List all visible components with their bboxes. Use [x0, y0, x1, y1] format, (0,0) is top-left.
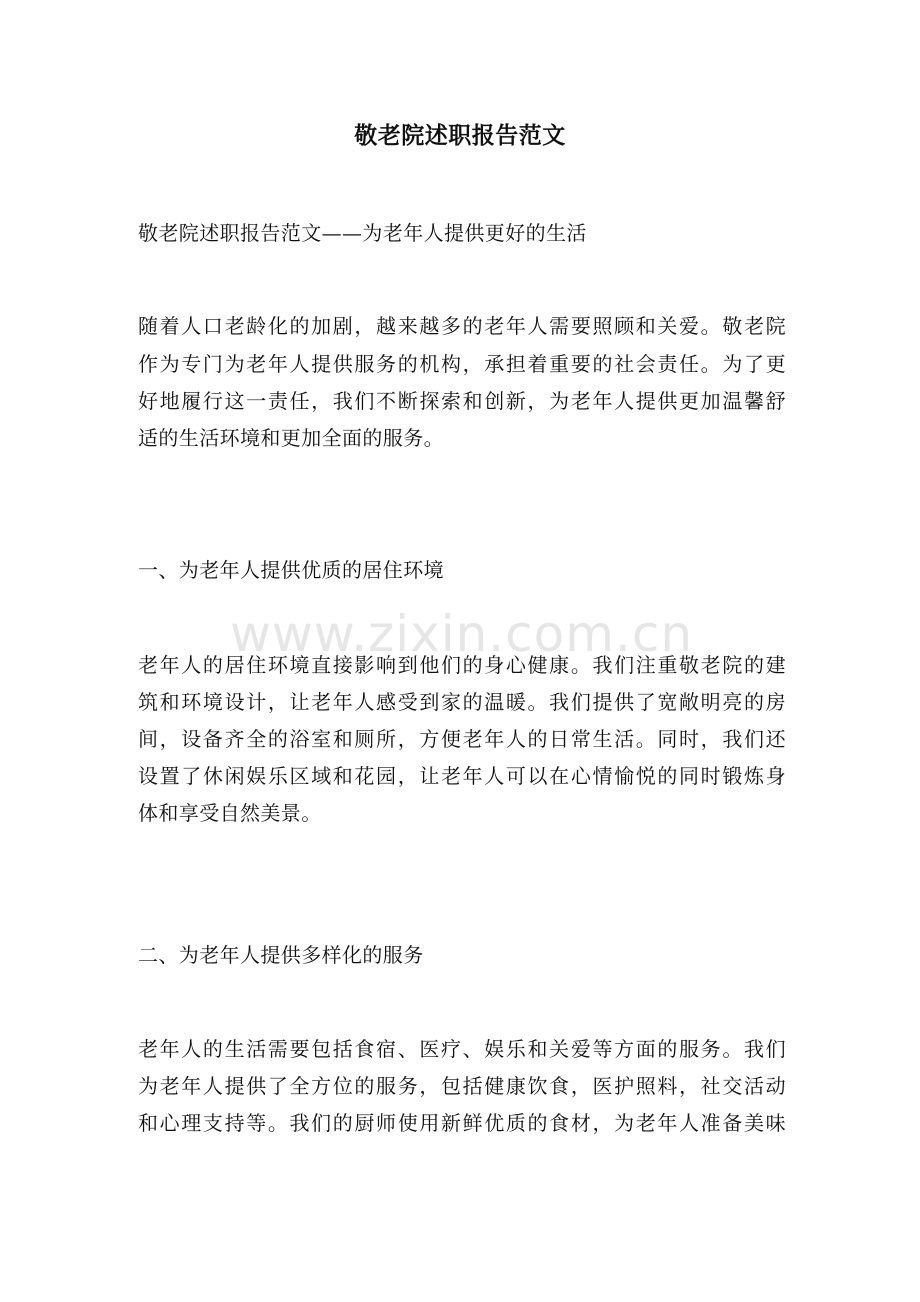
intro-line-3: 好地履行这一责任，我们不断探索和创新，为老年人提供更加温馨舒: [138, 389, 786, 413]
section1-line-4: 设置了休闲娱乐区域和花园，让老年人可以在心情愉悦的同时锻炼身: [138, 764, 786, 788]
section2-line-2: 为老年人提供了全方位的服务，包括健康饮食，医护照料，社交活动: [138, 1074, 786, 1098]
section1-line-3: 间，设备齐全的浴室和厕所，方便老年人的日常生活。同时，我们还: [138, 727, 786, 751]
section1-line-1: 老年人的居住环境直接影响到他们的身心健康。我们注重敬老院的建: [138, 653, 786, 677]
intro-line-4: 适的生活环境和更加全面的服务。: [138, 426, 444, 450]
intro-line-2: 作为专门为老年人提供服务的机构，承担着重要的社会责任。为了更: [138, 352, 786, 376]
document-subtitle: 敬老院述职报告范文——为老年人提供更好的生活: [138, 221, 587, 245]
document-title: 敬老院述职报告范文: [354, 122, 566, 149]
intro-line-1: 随着人口老龄化的加剧，越来越多的老年人需要照顾和关爱。敬老院: [138, 314, 786, 338]
section1-line-2: 筑和环境设计，让老年人感受到家的温暖。我们提供了宽敞明亮的房: [138, 690, 786, 714]
section2-line-1: 老年人的生活需要包括食宿、医疗、娱乐和关爱等方面的服务。我们: [138, 1037, 786, 1061]
section2-line-3: 和心理支持等。我们的厨师使用新鲜优质的食材，为老年人准备美味: [138, 1111, 786, 1135]
section1-line-5: 体和享受自然美景。: [138, 801, 322, 825]
watermark: www.zixin.com.cn: [230, 605, 694, 663]
section2-heading: 二、为老年人提供多样化的服务: [138, 943, 424, 967]
section1-heading: 一、为老年人提供优质的居住环境: [138, 558, 444, 582]
